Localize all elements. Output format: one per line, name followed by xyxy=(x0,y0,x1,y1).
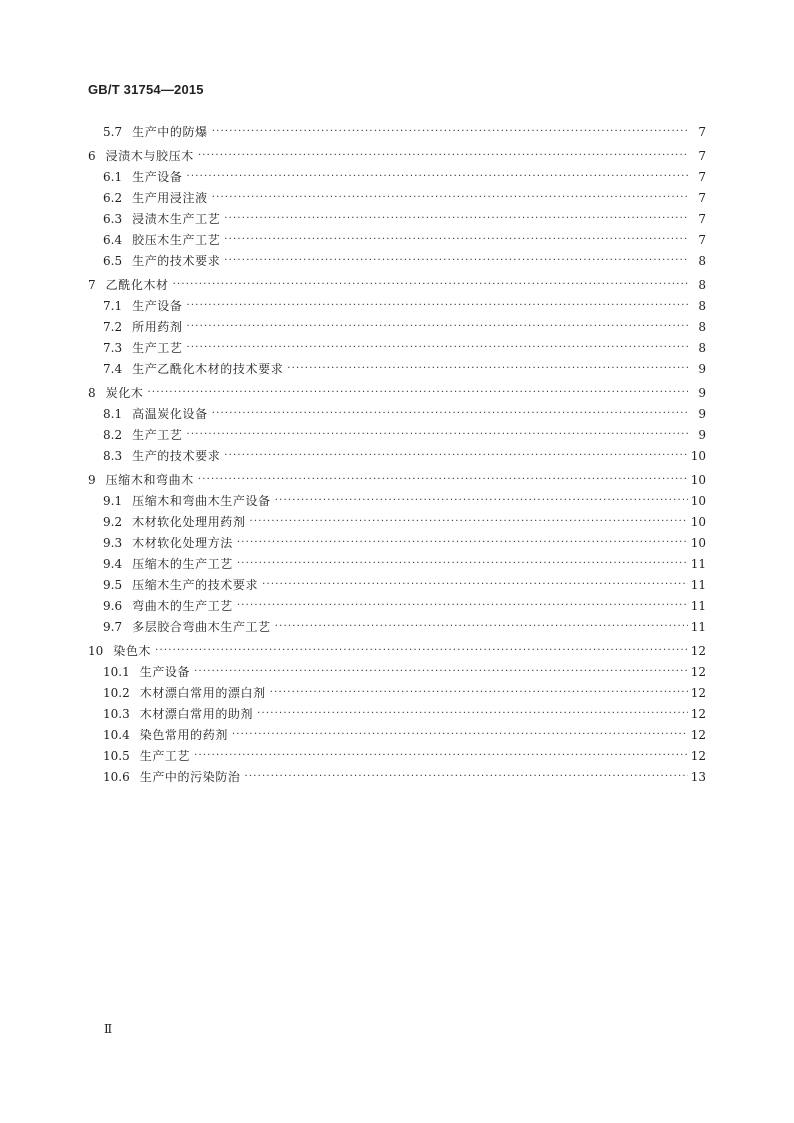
toc-entry-title: 压缩木和弯曲木 xyxy=(105,473,194,487)
toc-entry-title: 生产中的防爆 xyxy=(132,125,208,139)
toc-section-entry[interactable] xyxy=(88,334,706,355)
toc-entry-number: 9.5 xyxy=(103,578,123,592)
toc-entry-page: 7 xyxy=(698,191,706,205)
toc-leader-dots xyxy=(250,516,689,528)
toc-entry-number: 7 xyxy=(88,278,96,292)
toc-leader-dots xyxy=(262,579,688,591)
toc-leader-dots xyxy=(187,342,689,354)
toc-entry-page: 7 xyxy=(698,125,706,139)
toc-entry-title: 浸渍木生产工艺 xyxy=(132,212,221,226)
toc-section-entry[interactable] xyxy=(88,592,706,613)
toc-entry-page: 7 xyxy=(698,212,706,226)
toc-entry-page: 8 xyxy=(698,320,706,334)
table-of-contents xyxy=(88,118,706,784)
toc-entry-title: 生产设备 xyxy=(132,299,183,313)
toc-leader-dots xyxy=(187,171,689,183)
toc-entry-title: 多层胶合弯曲木生产工艺 xyxy=(132,620,271,634)
toc-entry-title: 压缩木的生产工艺 xyxy=(132,557,233,571)
toc-section-entry[interactable] xyxy=(88,400,706,421)
toc-entry-number: 6.4 xyxy=(103,233,123,247)
toc-entry-number: 9.3 xyxy=(103,536,123,550)
toc-entry-title: 染色常用的药剂 xyxy=(139,728,228,742)
toc-section-entry[interactable] xyxy=(88,742,706,763)
toc-section-entry[interactable] xyxy=(88,442,706,463)
toc-entry-title: 生产设备 xyxy=(132,170,183,184)
toc-leader-dots xyxy=(224,255,688,267)
toc-leader-dots xyxy=(275,495,688,507)
toc-section-entry[interactable] xyxy=(88,679,706,700)
toc-entry-page: 12 xyxy=(690,707,706,721)
toc-section-entry[interactable] xyxy=(88,421,706,442)
toc-section-entry[interactable] xyxy=(88,118,706,139)
toc-entry-title: 胶压木生产工艺 xyxy=(132,233,221,247)
toc-section-entry[interactable] xyxy=(88,763,706,784)
toc-leader-dots xyxy=(270,687,688,699)
toc-leader-dots xyxy=(224,234,688,246)
toc-leader-dots xyxy=(257,708,688,720)
toc-entry-page: 9 xyxy=(698,386,706,400)
toc-entry-title: 压缩木和弯曲木生产设备 xyxy=(132,494,271,508)
toc-entry-page: 11 xyxy=(690,599,706,613)
toc-entry-page: 10 xyxy=(690,473,706,487)
toc-entry-title: 生产工艺 xyxy=(132,428,183,442)
toc-entry-page: 10 xyxy=(690,494,706,508)
toc-leader-dots xyxy=(287,363,688,375)
toc-entry-page: 12 xyxy=(690,728,706,742)
toc-leader-dots xyxy=(198,150,688,162)
toc-section-entry[interactable] xyxy=(88,355,706,376)
toc-entry-page: 8 xyxy=(698,299,706,313)
toc-entry-number: 6.2 xyxy=(103,191,123,205)
toc-section-entry[interactable] xyxy=(88,226,706,247)
toc-entry-title: 压缩木生产的技术要求 xyxy=(132,578,259,592)
toc-entry-page: 7 xyxy=(698,149,706,163)
toc-entry-title: 生产的技术要求 xyxy=(132,254,221,268)
toc-entry-page: 12 xyxy=(690,686,706,700)
toc-leader-dots xyxy=(237,600,688,612)
toc-entry-title: 乙酰化木材 xyxy=(105,278,169,292)
toc-leader-dots xyxy=(245,771,688,783)
toc-section-entry[interactable] xyxy=(88,184,706,205)
toc-entry-page: 12 xyxy=(690,644,706,658)
toc-leader-dots xyxy=(147,387,688,399)
toc-leader-dots xyxy=(212,126,688,138)
toc-leader-dots xyxy=(275,621,688,633)
toc-entry-page: 10 xyxy=(690,515,706,529)
toc-section-entry[interactable] xyxy=(88,571,706,592)
toc-entry-title: 木材漂白常用的漂白剂 xyxy=(139,686,266,700)
toc-section-entry[interactable] xyxy=(88,550,706,571)
toc-section-entry[interactable] xyxy=(88,700,706,721)
toc-entry-number: 10 xyxy=(88,644,104,658)
toc-entry-title: 浸渍木与胶压木 xyxy=(105,149,194,163)
toc-entry-page: 8 xyxy=(698,278,706,292)
toc-section-entry[interactable] xyxy=(88,508,706,529)
toc-leader-dots xyxy=(232,729,688,741)
toc-entry-number: 10.2 xyxy=(103,686,130,700)
toc-entry-number: 8.3 xyxy=(103,449,123,463)
toc-chapter-entry[interactable] xyxy=(88,142,706,163)
toc-entry-number: 9.7 xyxy=(103,620,123,634)
toc-entry-number: 10.1 xyxy=(103,665,130,679)
toc-entry-title: 木材漂白常用的助剂 xyxy=(139,707,254,721)
toc-entry-page: 11 xyxy=(690,557,706,571)
toc-entry-page: 11 xyxy=(690,620,706,634)
toc-section-entry[interactable] xyxy=(88,205,706,226)
toc-entry-page: 9 xyxy=(698,407,706,421)
toc-entry-page: 9 xyxy=(698,428,706,442)
toc-entry-page: 7 xyxy=(698,170,706,184)
toc-entry-title: 染色木 xyxy=(113,644,152,658)
toc-entry-number: 10.6 xyxy=(103,770,130,784)
toc-leader-dots xyxy=(212,408,688,420)
toc-entry-number: 7.4 xyxy=(103,362,123,376)
toc-entry-page: 9 xyxy=(698,362,706,376)
toc-entry-number: 9.4 xyxy=(103,557,123,571)
toc-entry-title: 木材软化处理方法 xyxy=(132,536,233,550)
toc-leader-dots xyxy=(237,537,688,549)
toc-entry-page: 10 xyxy=(690,536,706,550)
toc-entry-number: 7.1 xyxy=(103,299,123,313)
toc-leader-dots xyxy=(194,750,688,762)
toc-entry-number: 8.1 xyxy=(103,407,123,421)
toc-section-entry[interactable] xyxy=(88,163,706,184)
toc-section-entry[interactable] xyxy=(88,292,706,313)
standard-code: GB/T 31754—2015 xyxy=(88,82,204,97)
toc-section-entry[interactable] xyxy=(88,313,706,334)
toc-entry-number: 7.2 xyxy=(103,320,123,334)
toc-entry-number: 10.4 xyxy=(103,728,130,742)
toc-entry-title: 生产工艺 xyxy=(132,341,183,355)
toc-entry-page: 8 xyxy=(698,254,706,268)
toc-entry-title: 生产乙酰化木材的技术要求 xyxy=(132,362,284,376)
page-number: Ⅱ xyxy=(104,1022,113,1036)
toc-entry-number: 6 xyxy=(88,149,96,163)
toc-entry-page: 8 xyxy=(698,341,706,355)
toc-chapter-entry[interactable] xyxy=(88,379,706,400)
toc-chapter-entry[interactable] xyxy=(88,466,706,487)
toc-leader-dots xyxy=(155,645,688,657)
toc-leader-dots xyxy=(198,474,688,486)
toc-section-entry[interactable] xyxy=(88,487,706,508)
toc-leader-dots xyxy=(173,279,688,291)
toc-entry-title: 弯曲木的生产工艺 xyxy=(132,599,233,613)
toc-entry-title: 生产设备 xyxy=(139,665,191,679)
toc-section-entry[interactable] xyxy=(88,529,706,550)
toc-entry-title: 炭化木 xyxy=(105,386,144,400)
toc-entry-title: 所用药剂 xyxy=(132,320,183,334)
toc-entry-number: 6.3 xyxy=(103,212,123,226)
toc-entry-number: 10.5 xyxy=(103,749,130,763)
toc-entry-number: 8.2 xyxy=(103,428,123,442)
toc-entry-page: 7 xyxy=(698,233,706,247)
toc-entry-title: 生产的技术要求 xyxy=(132,449,221,463)
toc-entry-page: 12 xyxy=(690,665,706,679)
toc-entry-title: 生产用浸注液 xyxy=(132,191,208,205)
toc-entry-page: 12 xyxy=(690,749,706,763)
toc-leader-dots xyxy=(187,300,689,312)
toc-leader-dots xyxy=(237,558,688,570)
toc-entry-number: 10.3 xyxy=(103,707,130,721)
toc-entry-number: 9.2 xyxy=(103,515,123,529)
toc-leader-dots xyxy=(187,429,689,441)
toc-leader-dots xyxy=(194,666,688,678)
toc-entry-number: 6.5 xyxy=(103,254,123,268)
toc-leader-dots xyxy=(224,450,688,462)
toc-leader-dots xyxy=(224,213,688,225)
toc-section-entry[interactable] xyxy=(88,247,706,268)
toc-chapter-entry[interactable] xyxy=(88,271,706,292)
toc-section-entry[interactable] xyxy=(88,721,706,742)
toc-entry-title: 木材软化处理用药剂 xyxy=(132,515,246,529)
toc-entry-number: 9 xyxy=(88,473,96,487)
toc-entry-number: 9.1 xyxy=(103,494,123,508)
toc-leader-dots xyxy=(187,321,689,333)
toc-section-entry[interactable] xyxy=(88,658,706,679)
toc-entry-page: 10 xyxy=(690,449,706,463)
toc-entry-number: 5.7 xyxy=(103,125,123,139)
toc-leader-dots xyxy=(212,192,688,204)
toc-entry-number: 6.1 xyxy=(103,170,123,184)
toc-entry-number: 7.3 xyxy=(103,341,123,355)
toc-entry-title: 生产工艺 xyxy=(139,749,191,763)
toc-entry-page: 13 xyxy=(690,770,706,784)
toc-entry-number: 9.6 xyxy=(103,599,123,613)
toc-entry-title: 生产中的污染防治 xyxy=(139,770,241,784)
toc-section-entry[interactable] xyxy=(88,613,706,634)
toc-chapter-entry[interactable] xyxy=(88,637,706,658)
toc-entry-title: 高温炭化设备 xyxy=(132,407,208,421)
toc-entry-page: 11 xyxy=(690,578,706,592)
toc-entry-number: 8 xyxy=(88,386,96,400)
